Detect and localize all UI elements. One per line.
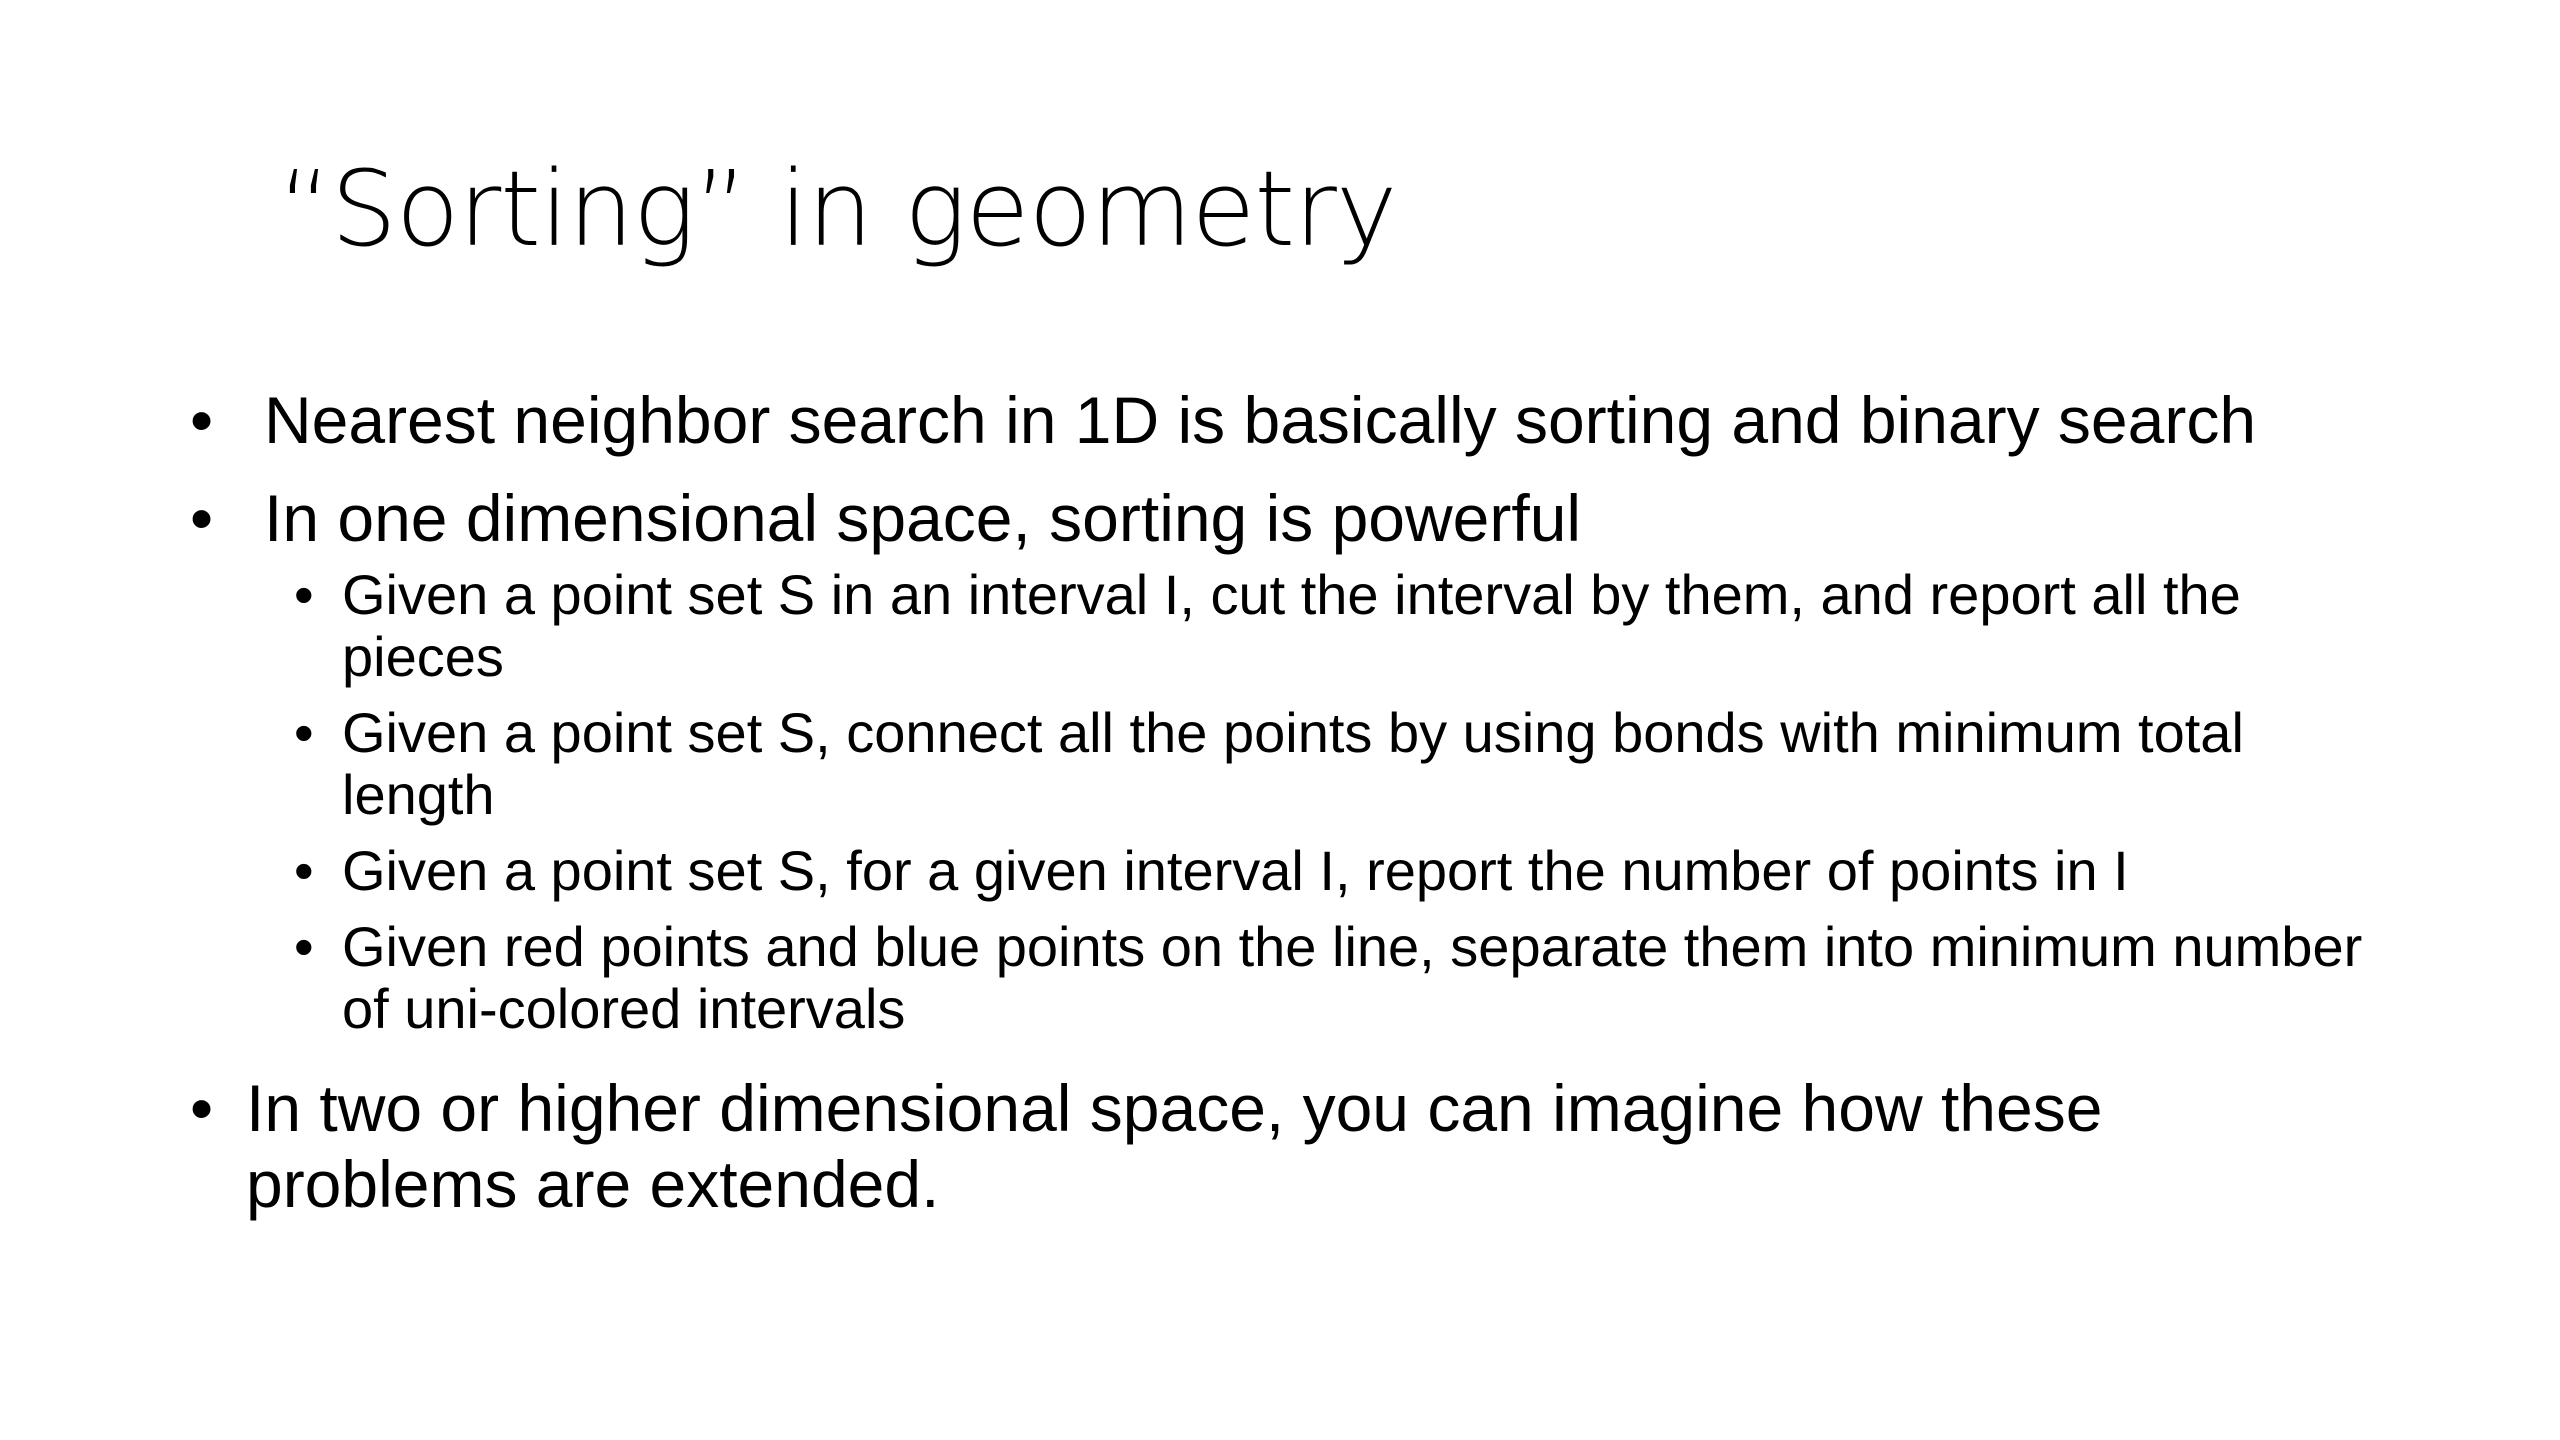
bullet-icon: • — [294, 839, 314, 902]
sub-bullet-item — [294, 840, 2390, 902]
bullet-icon: • — [294, 915, 314, 978]
bullet-item — [190, 1070, 2390, 1222]
bullet-icon: • — [190, 383, 214, 457]
bullet-icon: • — [294, 701, 314, 764]
bullet-icon: • — [294, 563, 314, 626]
sub-bullet-text: Given a point set S in an interval I, cut the interval by them, and report all the pieces — [342, 563, 2241, 688]
sub-bullet-item — [294, 564, 2390, 688]
sub-bullet-text: Given a point set S, for a given interval I, report the number of points in I — [342, 839, 2129, 902]
bullet-item — [190, 480, 2390, 1040]
sub-bullet-text: Given red points and blue points on the line, separate them into minimum number of uni-colored intervals — [342, 915, 2363, 1040]
bullet-text: Nearest neighbor search in 1D is basically sorting and binary search — [264, 383, 2257, 457]
sub-bullet-text: Given a point set S, connect all the points by using bonds with minimum total length — [342, 701, 2244, 826]
sub-bullet-item — [294, 702, 2390, 826]
slide-title: “Sorting” in geometry — [278, 148, 1397, 270]
sub-bullet-list — [294, 564, 2390, 1040]
bullet-icon: • — [190, 481, 214, 555]
bullet-text: In two or higher dimensional space, you can imagine how these problems are extended. — [246, 1071, 2103, 1221]
bullet-list — [190, 382, 2390, 1222]
bullet-icon: • — [190, 1071, 214, 1145]
bullet-text: In one dimensional space, sorting is powerful — [264, 481, 1582, 555]
sub-bullet-item — [294, 916, 2390, 1040]
slide-body — [190, 382, 2390, 1244]
bullet-item — [190, 382, 2390, 458]
